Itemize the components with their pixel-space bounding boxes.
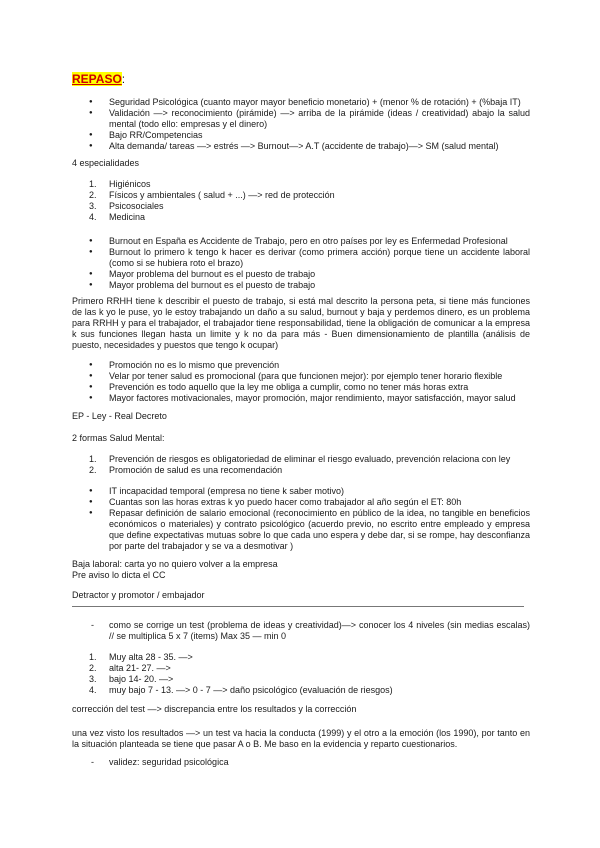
list-item: ● Alta demanda/ tareas —> estrés —> Burnout—> A.T (accidente de trabajo)—> SM (salud mental) xyxy=(72,141,530,152)
niveles-list xyxy=(72,652,530,696)
list-text: Promoción de salud es una recomendación xyxy=(109,465,283,475)
list-item: ● Mayor problema del burnout es el puesto de trabajo xyxy=(72,269,530,280)
detractor-line: Detractor y promotor / embajador xyxy=(72,590,205,600)
list-item xyxy=(72,179,530,190)
list-text: Higiénicos xyxy=(109,179,151,189)
list-item xyxy=(72,454,530,465)
list-number: 4. xyxy=(89,212,97,222)
paragraph-2 xyxy=(72,728,530,750)
paragraph-text: Primero RRHH tiene k describir el puesto de trabajo, si está mal descrito la persona peta, si tiene más funciones de las k yo le puse, yo le estoy trabajando un daño a su salud, burnout y baja y perdemos dinero, es un problema para RRHH y para el trabajador, el trabajador tiene responsabilidad, tiene la obligación de comunicar a la empresa k sus funciones llegan hasta un limite y k no da para más - Buen dimensionamiento de plantilla (análisis de puesto, necesidades y puestos que tengo k ocupar) xyxy=(72,296,530,350)
list-text: bajo 14- 20. —> xyxy=(109,674,174,684)
list-number: 2. xyxy=(89,663,97,673)
list-number: 1. xyxy=(89,454,97,464)
bullets-block-4 xyxy=(72,486,530,552)
list-text: muy bajo 7 - 13. —> 0 - 7 —> daño psicológico (evaluación de riesgos) xyxy=(109,685,393,695)
list-number: 1. xyxy=(89,652,97,662)
list-item: ● Burnout lo primero k tengo k hacer es derivar (como primera acción) porque tiene un accidente laboral (como si se hubiera roto el brazo) xyxy=(72,247,530,269)
list-item xyxy=(72,212,530,223)
list-item: - validez: seguridad psicológica xyxy=(72,757,530,768)
preaviso-line: Pre aviso lo dicta el CC xyxy=(72,570,166,580)
salud-list xyxy=(72,454,530,476)
list-item xyxy=(72,652,530,663)
especialidades-heading: 4 especialidades xyxy=(72,158,140,168)
paragraph-text: una vez visto los resultados —> un test va hacia la conducta (1999) y el otro a la emoción (los 1990), por tanto en la situación planteada se tiene que pasar A o B. Me baso en la evidencia y reparto cuestionarios. xyxy=(72,728,530,749)
list-item xyxy=(72,685,530,696)
list-item xyxy=(72,674,530,685)
list-item: ● Promoción no es lo mismo que prevención xyxy=(72,360,530,371)
list-text: Prevención de riesgos es obligatoriedad de eliminar el riesgo evaluado, prevención relaciona con ley xyxy=(109,454,511,464)
correccion-line: corrección del test —> discrepancia entre los resultados y la corrección xyxy=(72,704,357,714)
list-item: ● Prevención es todo aquello que la ley me obliga a cumplir, como no tener más horas extra xyxy=(72,382,530,393)
list-number: 2. xyxy=(89,190,97,200)
paragraph-1 xyxy=(72,296,530,351)
list-text: alta 21- 27. —> xyxy=(109,663,171,673)
list-item: ● Repasar definición de salario emocional (reconocimiento en público de la idea, no tangible en beneficios económicos o materiales) y contrato psicológico (acuerdo previo, no escrito entre empleado y empresa que define expectativas mutuas sobre lo que cada uno espera y debe dar, si se rompe, hay desconfianza por parte del trabajador y se va a desmotivar ) xyxy=(72,508,530,552)
baja-line: Baja laboral: carta yo no quiero volver a la empresa xyxy=(72,559,278,569)
list-number: 1. xyxy=(89,179,97,189)
list-item: - como se corrige un test (problema de ideas y creatividad)—> conocer los 4 niveles (sin medias escalas) // se multiplica 5 x 7 (items) Max 35 — min 0 xyxy=(72,620,530,642)
title-heading xyxy=(72,72,125,86)
list-item xyxy=(72,465,530,476)
baja-block xyxy=(72,559,530,581)
list-text: Psicosociales xyxy=(109,201,164,211)
list-text: Medicina xyxy=(109,212,146,222)
list-item: ● Cuantas son las horas extras k yo puedo hacer como trabajador al año según el ET: 80h xyxy=(72,497,530,508)
ep-line: EP - Ley - Real Decreto xyxy=(72,411,167,421)
title-suffix: : xyxy=(121,72,126,86)
list-number: 3. xyxy=(89,201,97,211)
list-item: ● IT incapacidad temporal (empresa no tiene k saber motivo) xyxy=(72,486,530,497)
bullets-block-2 xyxy=(72,236,530,291)
list-item xyxy=(72,663,530,674)
list-item: ● Burnout en España es Accidente de Trabajo, pero en otro países por ley es Enfermedad Profesional xyxy=(72,236,530,247)
dash-block-2 xyxy=(72,757,530,768)
list-number: 3. xyxy=(89,674,97,684)
list-number: 2. xyxy=(89,465,97,475)
list-item xyxy=(72,201,530,212)
list-item: ● Velar por tener salud es promocional (para que funcionen mejor): por ejemplo tener horario flexible xyxy=(72,371,530,382)
list-text: Físicos y ambientales ( salud + ...) —> red de protección xyxy=(109,190,335,200)
salud-heading: 2 formas Salud Mental: xyxy=(72,433,165,443)
horizontal-divider xyxy=(72,606,524,607)
list-item xyxy=(72,190,530,201)
list-number: 4. xyxy=(89,685,97,695)
bullets-block-1 xyxy=(72,97,530,152)
title-label: REPASO xyxy=(72,72,122,86)
list-item: ● Bajo RR/Competencias xyxy=(72,130,530,141)
especialidades-list xyxy=(72,179,530,223)
list-item: ● Seguridad Psicológica (cuanto mayor mayor beneficio monetario) + (menor % de rotación) + (%baja IT) xyxy=(72,97,530,108)
bullets-block-3 xyxy=(72,360,530,404)
dash-block-1 xyxy=(72,620,530,642)
list-item: ● Mayor factores motivacionales, mayor promoción, major rendimiento, mayor satisfacción, mayor salud xyxy=(72,393,530,404)
list-text: Muy alta 28 - 35. —> xyxy=(109,652,193,662)
list-item: ● Validación —> reconocimiento (pirámide) —> arriba de la pirámide (ideas / creatividad) abajo la salud mental (todo ello: empresas y el dinero) xyxy=(72,108,530,130)
list-item: ● Mayor problema del burnout es el puesto de trabajo xyxy=(72,280,530,291)
